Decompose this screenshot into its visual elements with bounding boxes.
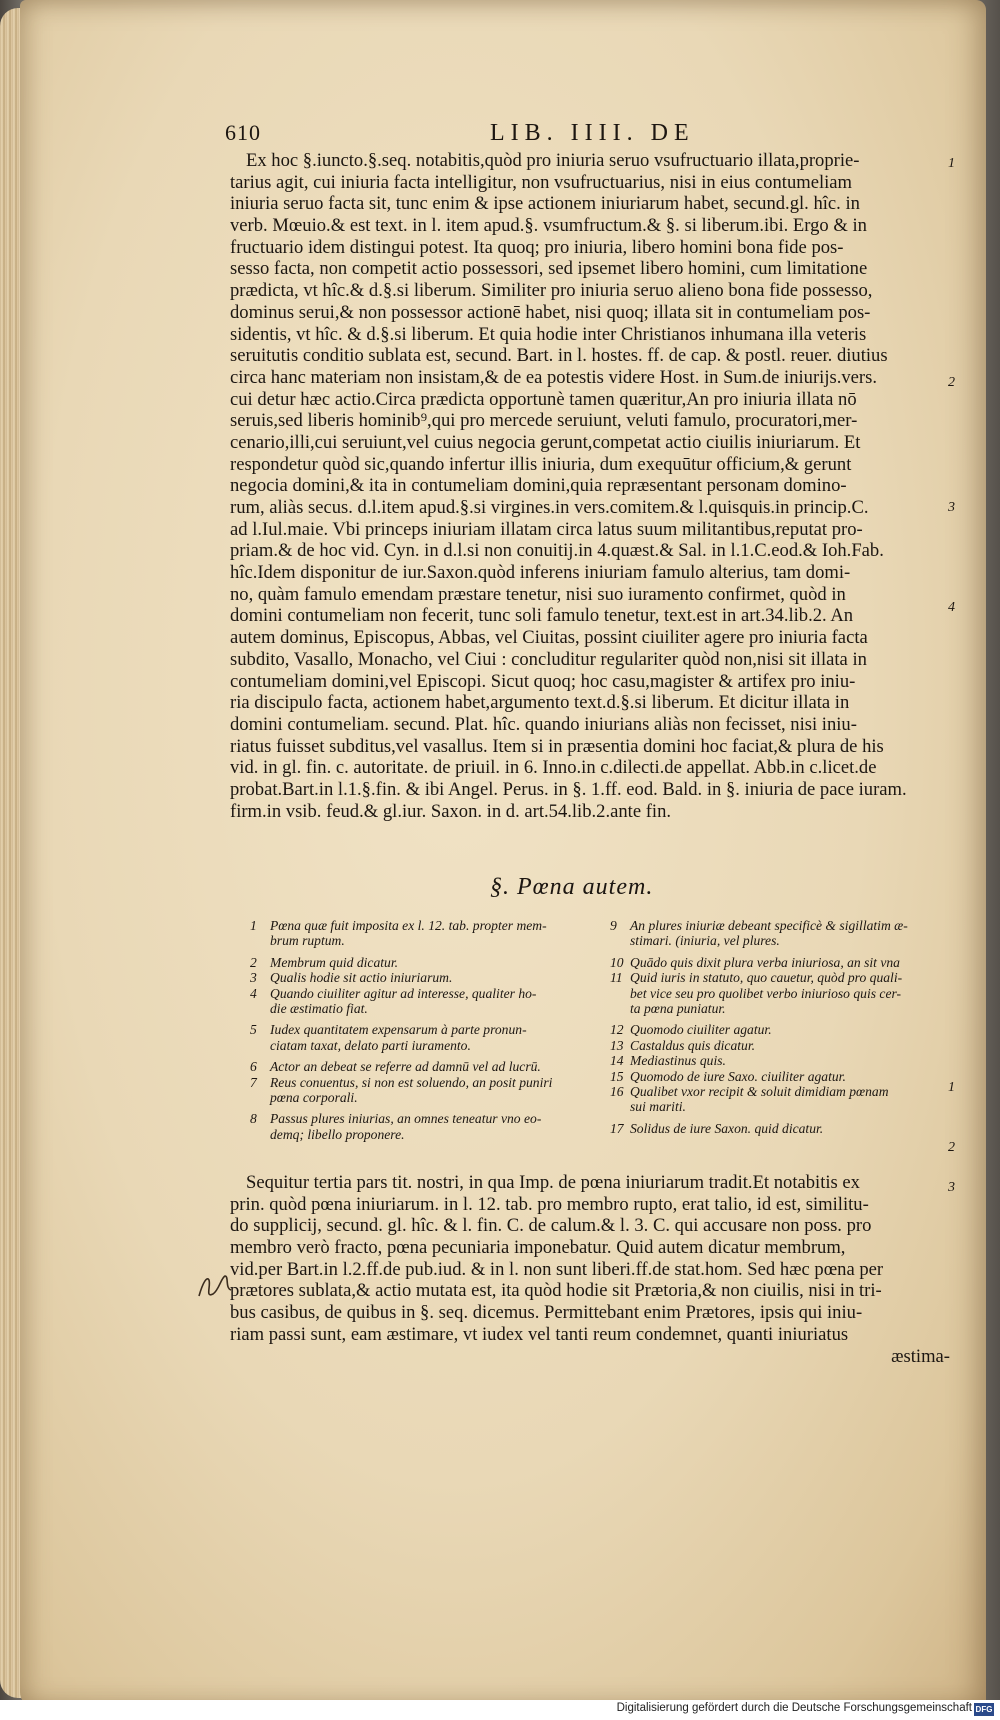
summary-number: 5 [250,1022,257,1038]
summary-number: 17 [610,1120,624,1136]
summary-text: Iudex quantitatem expensarum à parte pronun- [270,1022,527,1038]
summary-text: Qualis hodie sit actio iniuriarum. [270,970,453,986]
summary-number: 9 [610,918,617,933]
text-line: prætores sublata,& actio mutata est, ita quòd hodie sit Prætoria,& non ciuilis, nisi in tri- [230,1280,882,1302]
text-line: autem dominus, Episcopus, Abbas, vel Ciuitas, possint ciuiliter agere pro iniuria facta [230,627,868,649]
text-line: membro verò fracto, pœna pecuniaria imponebatur. Quid autem dicatur membrum, [230,1237,846,1259]
summary-text: Pœna quæ fuit imposita ex l. 12. tab. propter mem- [270,918,547,933]
summary-text: die æstimatio fiat. [270,1001,368,1017]
text-line: hîc.Idem disponitur de iur.Saxon.quòd inferens iniuriam famulo alterius, tam domi- [230,562,851,584]
catchword: æstima- [891,1345,950,1367]
summary-item [610,1038,950,1053]
text-line: negocia domini,& ita in contumeliam domini,quia repræsentant personam domino- [230,475,847,497]
summary-number [610,933,630,948]
margin-number: 1 [948,1080,955,1095]
text-line: firm.in vsib. feud.& gl.iur. Saxon. in d. art.54.lib.2.ante fin. [230,800,672,822]
summary-item [610,1121,950,1136]
summary-item [250,1001,590,1016]
summary-text: Membrum quid dicatur. [270,954,398,970]
summary-text: Qualibet vxor recipit & soluit dimidiam pœnam [630,1084,889,1100]
summary-item [250,1059,590,1074]
summary-text: Quomodo ciuiliter agatur. [630,1022,772,1038]
summary-item [610,1069,950,1084]
dfg-logo: DFG [975,1705,993,1714]
summary-item [610,933,950,948]
summary-text: Mediastinus quis. [630,1053,726,1069]
summary-number: 6 [250,1059,257,1075]
summary-text: An plures iniuriæ debeant specificè & sigillatim æ- [630,918,908,933]
margin-number: 1 [948,156,955,171]
summary-item [250,1127,590,1142]
summary-item [610,986,950,1001]
margin-number: 2 [948,375,955,390]
text-line: subdito, Vasallo, Monacho, vel Ciui : concluditur regulariter quòd non,nisi sit illata in [230,648,867,670]
running-title: LIB. IIII. DE [490,120,695,146]
text-line: sesso facta, non competit actio possessori, sed ipsemet libero homini, cum limitatione [230,258,868,280]
summary-number [610,1001,630,1016]
summary-number: 13 [610,1037,624,1053]
summary-item [250,933,590,948]
text-line: ria discipulo facta, actionem habet,argumento text.d.§.si liberum. Et dicitur illata in [230,692,850,714]
summary-item [610,1053,950,1068]
text-line: cenario,illi,cui seruiunt,vel cuius negocia gerunt,competat actio ciuilis iniuriarum. Et [230,431,861,453]
text-line: contumeliam domini,vel Episcopi. Sicut quoq; hoc casu,magister & artifex pro iniu- [230,670,856,692]
summary-item [250,955,590,970]
text-line: Ex hoc §.iuncto.§.seq. notabitis,quòd pro iniuria seruo vsufructuario illata,proprie- [246,150,860,171]
summary-number: 15 [610,1068,624,1084]
text-line: do supplicij, secund. gl. hîc. & l. fin. C. de calum.& l. 3. C. qui accusare non poss. pro [230,1215,872,1237]
summary-item [250,1111,590,1126]
summary-number: 16 [610,1084,624,1100]
summary-text: Actor an debeat se referre ad damnū vel ad lucrū. [270,1059,541,1075]
summary-number: 10 [610,954,624,970]
summary-item [250,1022,590,1037]
summary-text: stimari. (iniuria, vel plures. [630,933,780,949]
margin-number: 3 [948,1180,955,1195]
margin-number: 2 [948,1140,955,1155]
text-line: fructuario idem distingui potest. Ita quoq; pro iniuria, libero homini bona fide pos- [230,236,844,258]
book-page [20,0,986,1708]
text-line: ad l.Iul.maie. Vbi princeps iniuriam illatam circa latus suum militantibus,reputat pro- [230,518,863,540]
page-number: 610 [225,120,261,145]
summary-item [250,918,590,933]
summary-text: Quando ciuiliter agitur ad interesse, qualiter ho- [270,985,537,1001]
summary-number: 2 [250,954,257,970]
summary-item [610,1084,950,1099]
summary-number [610,1099,630,1114]
summary-text: Quomodo de iure Saxo. ciuiliter agatur. [630,1068,846,1084]
text-line: domini contumeliam. secund. Plat. hîc. quando iniurians aliàs non fecisset, nisi iniu- [230,713,857,735]
summary-number: 11 [610,970,623,986]
text-line: domini contumeliam non fecerit, tunc soli famulo tenetur, text.est in art.34.lib.2. An [230,605,854,627]
text-line: vid. in gl. fin. c. autoritate. de priuil. in 6. Inno.in c.dilecti.de appellat. Abb.in c.licet.de [230,757,877,779]
summary-column-left [250,918,590,1148]
summary-item [610,1099,950,1114]
summary-text: brum ruptum. [270,933,345,949]
text-line: no, quàm famulo emendam præstare tenetur, nisi suo iuramento confirmet, quòd in [230,583,846,605]
main-text-block [230,150,950,822]
summary-number [250,1127,270,1142]
summary-item [610,955,950,970]
text-line: riam passi sunt, eam æstimare, vt iudex vel tanti reum condemnet, quanti iniuriatus [230,1323,849,1345]
summary-number: 4 [250,985,257,1001]
summary-text: Quādo quis dixit plura verba iniuriosa, an sit vna [630,954,900,970]
summary-item [610,1022,950,1037]
summary-item [250,1075,590,1090]
summary-text: Passus plures iniurias, an omnes teneatur vno eo- [270,1111,542,1127]
text-line: probat.Bart.in l.1.§.fin. & ibi Angel. Perus. in §. 1.ff. eod. Bald. in §. iniuria de pace iuram. [230,778,907,800]
handwritten-ink-mark [195,1270,237,1304]
margin-number: 4 [948,600,955,615]
summary-column-right [610,918,950,1136]
summary-item [610,918,950,933]
text-line: riatus fuisset subditus,vel vasallus. Item si in præsentia domini hoc faciat,& plura de his [230,735,884,757]
summary-text: ciatam taxat, delato parti iuramento. [270,1037,471,1053]
text-line: cui detur hæc actio.Circa prædicta opportunè tamen quæritur,An pro iniuria illata nō [230,388,857,410]
summary-text: Reus conuentus, si non est soluendo, an posit puniri [270,1074,553,1090]
margin-numbers [948,0,978,1400]
summary-number: 14 [610,1053,624,1069]
text-line: prin. quòd pœna iniuriarum. in l. 12. tab. pro membro rupto, erat talio, id est, similitu- [230,1193,869,1215]
summary-item [250,1038,590,1053]
text-line: prædicta, vt hîc.& d.§.si liberum. Similiter pro iniuria seruo alieno bona fide possesso, [230,280,873,302]
summary-item [250,986,590,1001]
text-line: dominus serui,& non possessor actionē habet, nisi quoq; illata sit in contumeliam pos- [230,301,871,323]
margin-number: 3 [948,500,955,515]
text-line: tarius agit, cui iniuria facta intelligitur, non vsufructuarius, nisi in eius contumeliam [230,171,853,193]
text-line: Sequitur tertia pars tit. nostri, in qua Imp. de pœna iniuriarum tradit.Et notabitis ex [246,1172,860,1193]
summary-text: Quid iuris in statuto, quo cauetur, quòd pro quali- [630,970,903,986]
summary-text: bet vice seu pro quolibet verbo iniurioso quis cer- [630,985,902,1001]
text-line: seruis,sed liberis hominib⁹,qui pro mercede seruiunt, veluti famulo, procuratori,mer- [230,410,858,432]
summary-number [610,986,630,1001]
text-line: rum, aliàs secus. d.l.item apud.§.si virgines.in vers.comitem.& l.quisquis.in princip.C. [230,497,869,518]
summary-text: Castaldus quis dicatur. [630,1037,756,1053]
summary-text: sui mariti. [630,1099,686,1115]
text-line: circa hanc materiam non insistam,& de ea potestis videre Host. in Sum.de iniurijs.vers. [230,366,878,388]
summary-list [250,918,950,1168]
summary-number [250,1001,270,1016]
summary-item [250,1090,590,1105]
summary-number: 8 [250,1111,257,1127]
section-heading: §. Pœna autem. [490,874,654,900]
summary-text: demq; libello proponere. [270,1126,405,1142]
summary-item [250,970,590,985]
summary-number [250,1090,270,1105]
footer-credit: Digitalisierung gefördert durch die Deutsche Forschungsgemeinschaft [616,1702,972,1714]
summary-text: ta pœna puniatur. [630,1001,726,1017]
text-line: respondetur quòd sic,quando infertur illis iniuria, dum exequūtur officium,& gerunt [230,453,852,475]
text-line: seruitutis conditio sublata est, secund. Bart. in l. hostes. ff. de cap. & postl. reuer. diutius [230,345,888,367]
running-head [20,120,986,148]
summary-number: 7 [250,1074,257,1090]
text-line: sidentis, vt hîc. & d.§.si liberum. Et quia hodie inter Christianos inhumana illa veteris [230,323,867,345]
summary-number: 1 [250,918,257,933]
text-line: iniuria seruo facta sit, tunc enim & ipse actionem iniuriarum habet, secund.gl. hîc. in [230,193,860,215]
summary-item [610,970,950,985]
summary-text: pœna corporali. [270,1090,358,1106]
text-line: priam.& de hoc vid. Cyn. in d.l.si non conuitij.in 4.quæst.& Sal. in l.1.C.eod.& Ioh.Fab. [230,540,884,562]
text-line: vid.per Bart.in l.2.ff.de pub.iud. & in l. non sunt liberi.ff.de stat.hom. Sed hæc pœna per [230,1258,884,1280]
summary-number: 3 [250,970,257,986]
summary-number: 12 [610,1022,624,1038]
bottom-text-block [230,1172,950,1367]
summary-item [610,1001,950,1016]
text-line: verb. Mœuio.& est text. in l. item apud.§. vsumfructum.& §. si liberum.ibi. Ergo & in [230,215,867,237]
text-line: bus casibus, de quibus in §. seq. dicemus. Permittebant enim Prætores, ipsis qui iniu- [230,1302,863,1324]
summary-text: Solidus de iure Saxon. quid dicatur. [630,1120,824,1136]
summary-number [250,1038,270,1053]
summary-number [250,933,270,948]
